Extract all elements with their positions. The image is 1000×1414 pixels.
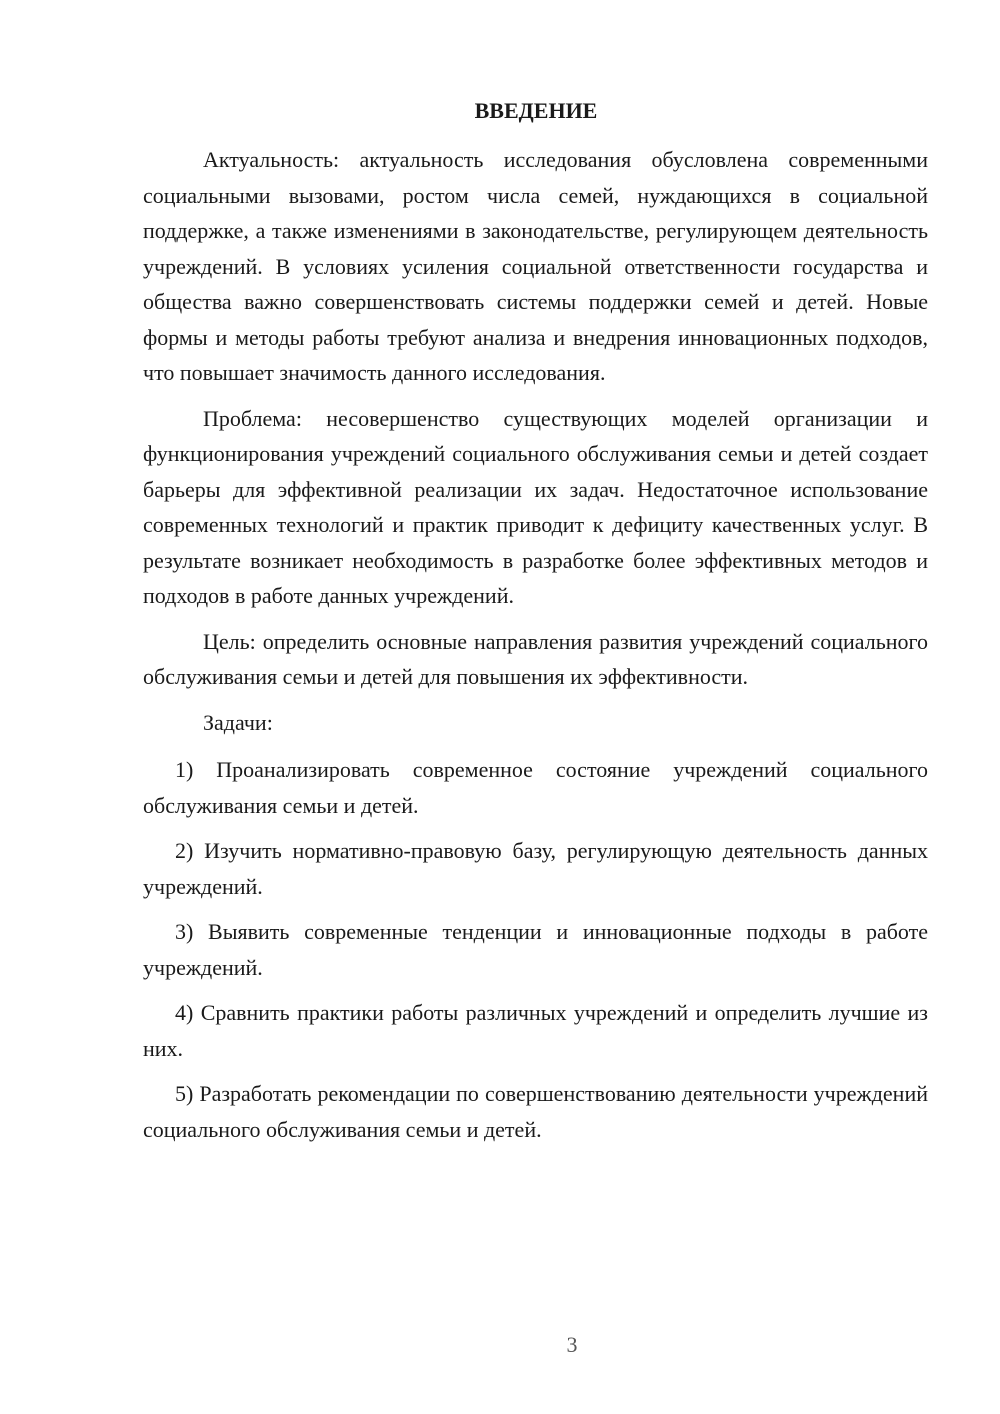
task-item: 3) Выявить современные тенденции и инновационные подходы в работе учреждений. xyxy=(143,919,928,980)
paragraph-problem: Проблема: несовершенство существующих моделей организации и функционирования учреждений социального обслуживания семьи и детей создает барьеры для эффективной реализации их задач. Недостаточное использование современных технологий и практик приводит к дефициту качественных услуг. В результате возникает необходимость в разработке более эффективных методов и подходов в работе данных учреждений. xyxy=(143,405,928,608)
task-item: 1) Проанализировать современное состояние учреждений социального обслуживания семьи и детей. xyxy=(143,757,928,818)
page-title: ВВЕДЕНИЕ xyxy=(474,98,598,123)
page-number: 3 xyxy=(566,1332,578,1357)
task-item: 5) Разработать рекомендации по совершенствованию деятельности учреждений социального обслуживания семьи и детей. xyxy=(143,1081,928,1142)
tasks-heading: Задачи: xyxy=(203,709,273,735)
document-body xyxy=(143,142,928,1157)
task-item: 4) Сравнить практики работы различных учреждений и определить лучшие из них. xyxy=(143,1000,928,1061)
task-item: 2) Изучить нормативно-правовую базу, регулирующую деятельность данных учреждений. xyxy=(143,838,928,899)
paragraph-relevance: Актуальность: актуальность исследования обусловлена современными социальными вызовами, ростом числа семей, нуждающихся в социальной поддержке, а также изменениями в законодательстве, регулирующем деятельность учреждений. В условиях усиления социальной ответственности государства и общества важно совершенствовать системы поддержки семей и детей. Новые формы и методы работы требуют анализа и внедрения инновационных подходов, что повышает значимость данного исследования. xyxy=(143,147,928,385)
paragraph-goal: Цель: определить основные направления развития учреждений социального обслуживания семьи и детей для повышения их эффективности. xyxy=(143,628,928,689)
